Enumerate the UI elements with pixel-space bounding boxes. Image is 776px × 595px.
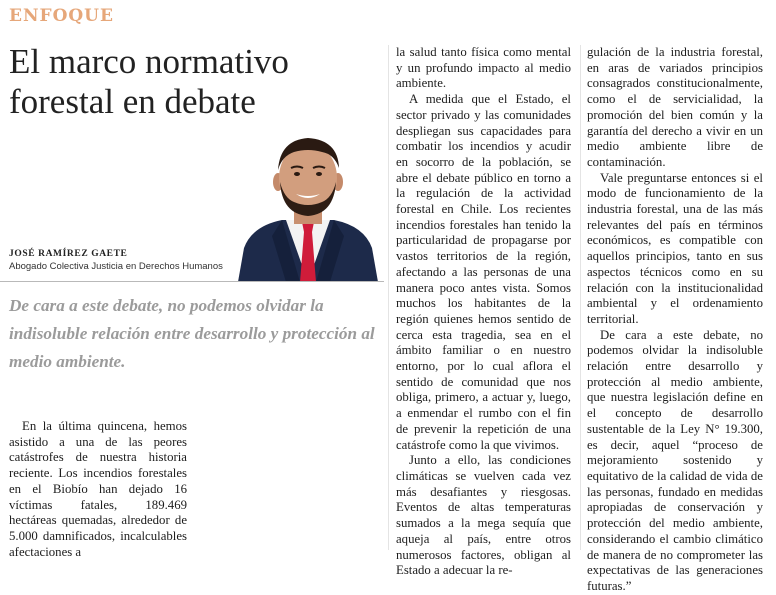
paragraph: En la última quincena, hemos asistido a una de las peores catástrofes de nuestra historia reciente. Los incendios forestales en el Biobío han dejado 16 víctimas fatales, 189.469 hectáreas quemadas, alrededor de 5.000 damnificados, incalculables afectaciones a [9, 419, 187, 559]
author-role: Abogado Colectiva Justicia en Derechos Humanos [9, 261, 223, 272]
headline: El marco normativo forestal en debate [9, 42, 289, 121]
author-photo [236, 136, 380, 282]
article-column-3 [587, 45, 763, 595]
paragraph: A medida que el Estado, el sector privado y las comunidades despliegan sus capacidades para combatir los incendios y acudir en socorro de la población, se abre el debate público en torno a la regulación de la actividad forestal en Chile. Los recientes incendios forestales han tenido la particularidad de propagarse por vastos territorios de la región, afectando a las personas de una manera poco antes vista. Somos muchos los habitantes de la región quienes hemos sentido de cerca esta tragedia, sea en el ámbito familiar o en nuestro entorno, por lo cual aflora el sentido de comunidad que nos obliga, primero, a actuar y, luego, a enmendar el rumbo con el fin de prevenir la repetición de una catástrofe como la que vivimos. [396, 92, 571, 452]
author-name: JOSÉ RAMÍREZ GAETE [9, 249, 128, 259]
article-column-1 [9, 419, 187, 560]
section-kicker: ENFOQUE [9, 6, 114, 26]
paragraph: Junto a ello, las condiciones climáticas se vuelven cada vez más desafiantes y riesgosas. Eventos de altas temperaturas sumados a la mega sequía que aqueja al país, entre otros numerosos factores, obligan al Estado a adecuar la re- [396, 453, 571, 578]
article-column-2 [396, 45, 571, 579]
byline [9, 248, 239, 273]
paragraph: De cara a este debate, no podemos olvidar la indisoluble relación entre desarrollo y protección al medio ambiente, que nuestra legislación define en el concepto de desarrollo sustentable de la Ley N° 19.300, es decir, aquel “proceso de mejoramiento sostenido y equitativo de la calidad de vida de las personas, fundado en medidas apropiadas de conservación y protección del medio ambiente, considerando el cambio climático de manera de no comprometer las expectativas de las generaciones futuras.” [587, 327, 763, 593]
paragraph: Vale preguntarse entonces si el modo de funcionamiento de la industria forestal, una de las más relevantes del país en términos económicos, es compatible con aquellos principios, tanto en sus aspectos técnicos como en su relación con la institucionalidad ambiental y el ordenamiento territorial. [587, 170, 763, 326]
section-divider [0, 281, 384, 282]
paragraph: la salud tanto física como mental y un profundo impacto al medio ambiente. [396, 45, 571, 91]
column-divider [388, 45, 389, 550]
pull-quote: De cara a este debate, no podemos olvidar la indisoluble relación entre desarrollo y protección al medio ambiente. [9, 296, 375, 371]
column-divider [580, 45, 581, 550]
paragraph: gulación de la industria forestal, en aras de variados principios consagrados constitucionalmente, como el de servicialidad, la promoción del bien común y la garantía del derecho a vivir en un medio ambiente libre de contaminación. [587, 45, 763, 169]
